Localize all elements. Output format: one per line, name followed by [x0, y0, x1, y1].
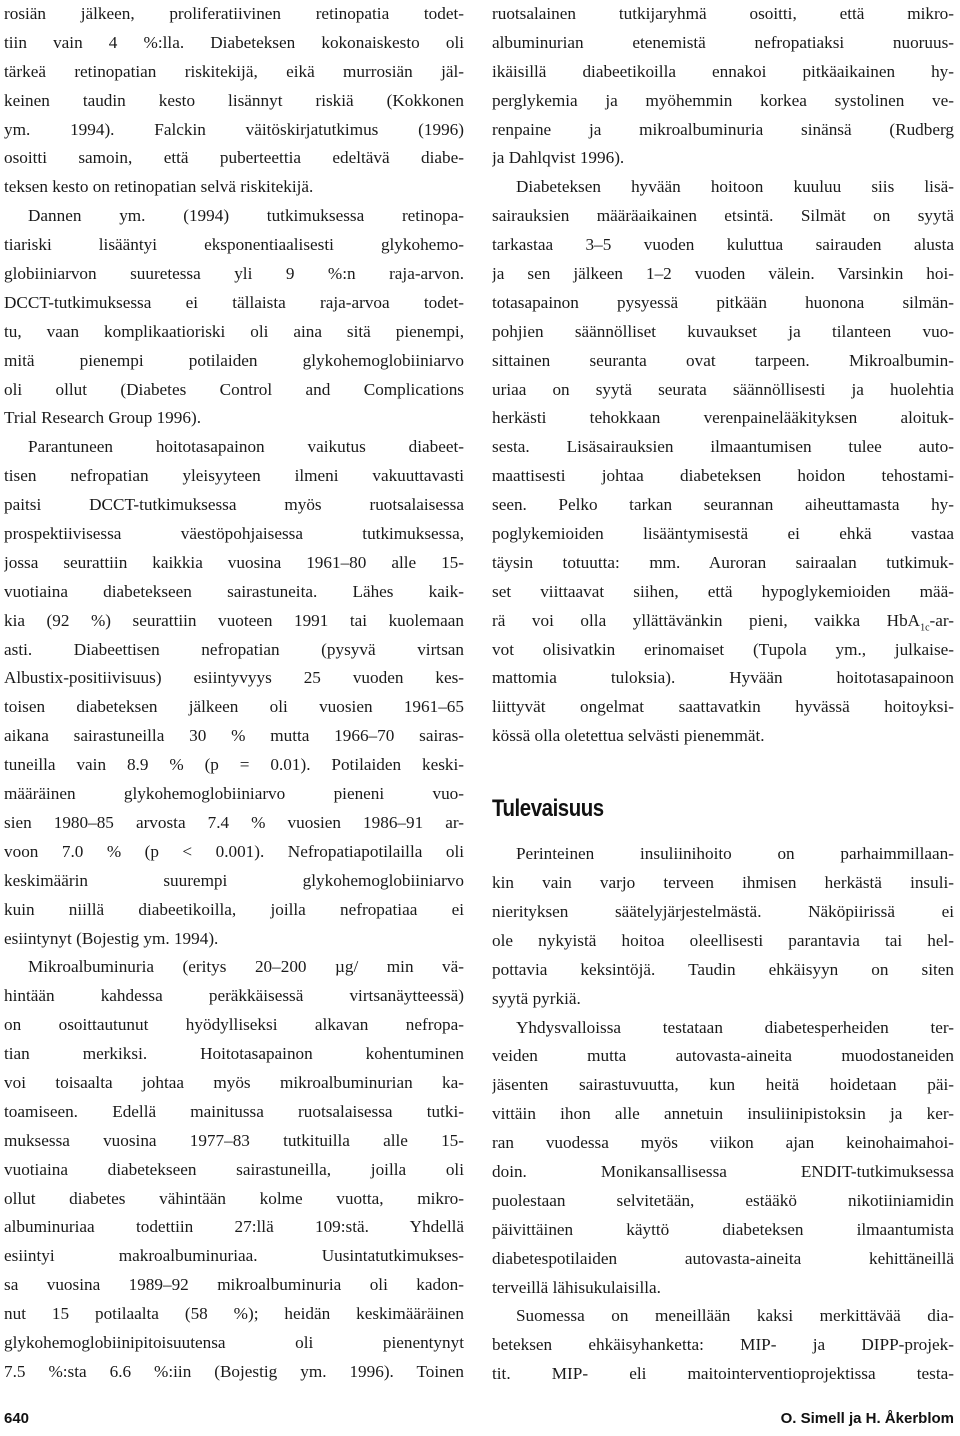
text-line: albuminuriaa todettiin 27:llä 109:stä. Yhdellä	[4, 1217, 464, 1237]
text-line: täysin totuutta: mm. Auroran sairaalan tutkimuk-	[492, 552, 954, 572]
hba1c-line-before: rä voi olla yllättävänkin pieni, vaikka HbA	[492, 610, 921, 630]
text-line: toamiseen. Edellä mainitussa ruotsalaisessa tutki-	[4, 1101, 464, 1121]
text-line: sittainen seuranta ovat tarpeen. Mikroalbumin-	[492, 350, 954, 370]
authors: O. Simell ja H. Åkerblom	[780, 1410, 954, 1427]
text-line: Trial Research Group 1996).	[4, 408, 201, 428]
text-line: tit. MIP- eli maitointerventioprojektissa testa-	[492, 1364, 954, 1384]
text-line: glykohemoglobiinipitoisuutensa oli pienentynyt	[4, 1332, 464, 1352]
right-column-part-b	[492, 636, 954, 752]
section-heading-tulevaisuus: Tulevaisuus	[492, 795, 604, 823]
right-column-part-a	[492, 0, 954, 607]
text-line: voi toisaalta johtaa myös mikroalbuminurian ka-	[4, 1072, 464, 1092]
hba1c-line	[492, 607, 954, 636]
text-line: nut 15 potilaalta (58 %); heidän keskimääräinen	[4, 1304, 464, 1324]
text-line: teksen kesto on retinopatian selvä riskitekijä.	[4, 177, 314, 197]
text-line: tu, vaan komplikaatioriski oli aina sitä pienempi,	[4, 321, 464, 341]
text-line: globiiniarvon suuretessa yli 9 %:n raja-arvon.	[4, 264, 464, 284]
text-line: vittäin ihon alle annetuin insuliinipistoksin ja ker-	[492, 1104, 954, 1124]
text-line: hintään kahdessa peräkkäisessä virtsanäytteessä)	[4, 986, 464, 1006]
hba1c-subscript: 1c	[920, 622, 930, 634]
text-line: osoitti samoin, että puberteettia edeltävä diabe-	[4, 148, 464, 168]
text-line: määräinen glykohemoglobiiniarvo pieneni vuo-	[4, 784, 464, 804]
text-line: kössä olla oletettua selvästi pienemmät.	[492, 726, 765, 746]
text-line: 7.5 %:sta 6.6 %:iin (Bojestig ym. 1996). Toinen	[4, 1361, 464, 1381]
text-line: ikäisillä diabeetikoilla ennakoi pitkäaikainen hy-	[492, 61, 954, 81]
page-footer	[4, 1410, 954, 1432]
text-line: doin. Monikansallisessa ENDIT-tutkimuksessa	[492, 1161, 954, 1181]
text-line: mitä pienempi potilaiden glykohemoglobiiniarvo	[4, 350, 464, 370]
text-line: mattomia tuloksia). Hyvään hoitotasapainoon	[492, 668, 954, 688]
text-line: jäsenten sairastuvuutta, kun heitä hoidetaan päi-	[492, 1075, 954, 1095]
text-line: Yhdysvalloissa testataan diabetesperheiden ter-	[516, 1017, 954, 1037]
text-line: kia (92 %) seurattiin vuoteen 1991 tai kuolemaan	[4, 610, 464, 630]
text-line: Parantuneen hoitotasapainon vaikutus diabeet-	[28, 437, 464, 457]
text-line: diabetespotilaiden autovasta-aineita kehittäneillä	[492, 1248, 954, 1268]
left-column	[4, 0, 464, 1387]
text-line: Dannen ym. (1994) tutkimuksessa retinopa-	[28, 206, 464, 226]
right-column	[492, 0, 954, 1389]
text-line: tiin vain 4 %:lla. Diabeteksen kokonaiskesto oli	[4, 32, 464, 52]
text-line: rosiän jälkeen, proliferatiivinen retinopatia todet-	[4, 4, 464, 23]
text-line: Diabeteksen hyvään hoitoon kuuluu siis lisä-	[516, 177, 954, 197]
hba1c-line-after: -ar-	[929, 610, 954, 630]
text-line: renpaine ja mikroalbuminuria sinänsä (Rudberg	[492, 119, 954, 139]
text-line: ruotsalainen tutkijaryhmä osoitti, että mikro-	[492, 4, 954, 23]
text-line: uriaa on syytä seurata säännöllisesti ja huolehtia	[492, 379, 954, 399]
text-line: keinen taudin kesto lisännyt riskiä (Kokkonen	[4, 90, 464, 110]
text-line: poglykemioiden lisääntymisestä ei ehkä vastaa	[492, 524, 954, 544]
text-line: veiden mutta autovasta-aineita muodostaneiden	[492, 1046, 954, 1066]
text-line: ym. 1994). Falckin väitöskirjatutkimus (1996)	[4, 119, 464, 139]
text-line: liittyvät ongelmat saattavatkin hyvässä hoitoyksi-	[492, 697, 954, 717]
text-line: perglykemia ja myöhemmin korkea systolinen ve-	[492, 90, 954, 110]
text-line: tuneilla vain 8.9 % (p = 0.01). Potilaiden keski-	[4, 755, 464, 775]
text-line: vuotiaina diabetekseen sairastuneilla, joilla oli	[4, 1159, 464, 1179]
text-line: tisen nefropatian yleisyyteen ilmeni vakuuttavasti	[4, 466, 464, 486]
text-line: puolestaan selvitetään, estääkö nikotiiniamidin	[492, 1190, 954, 1210]
text-line: kuin niillä diabeetikoilla, joilla nefropatiaa ei	[4, 899, 464, 919]
text-line: vuotiaina diabetekseen sairastuneita. Lähes kaik-	[4, 581, 464, 601]
text-line: ran vuodessa myös viikon ajan keinohaimahoi-	[492, 1133, 954, 1153]
text-line: albuminurian etenemistä nefropatiaksi nuoruus-	[492, 32, 954, 52]
text-line: esiintyi makroalbuminuriaa. Uusintatutkimukses-	[4, 1246, 464, 1266]
text-line: maattisesti johtaa diabeteksen hoidon tehostami-	[492, 466, 954, 486]
text-line: tiariski lisääntyi eksponentiaalisesti glykohemo-	[4, 235, 464, 255]
text-line: Mikroalbuminuria (eritys 20–200 µg/ min vä-	[28, 957, 464, 977]
text-line: tarkastaa 3–5 vuoden kuluttua sairauden alusta	[492, 235, 954, 255]
text-line: Albustix-positiivisuus) esiintyvyys 25 vuoden kes-	[4, 668, 464, 688]
text-line: jossa seurattiin kaikkia vuosina 1961–80 alle 15-	[4, 552, 464, 572]
text-line: seen. Pelko tarkan seurannan aiheuttamasta hy-	[492, 495, 954, 515]
text-line: oli ollut (Diabetes Control and Complications	[4, 379, 464, 399]
text-line: muksessa vuosina 1977–83 tutkituilla alle 15-	[4, 1130, 464, 1150]
text-line: kin vain varjo terveen ihmisen herkästä insuli-	[492, 873, 954, 893]
text-line: aikana sairastuneilla 30 % mutta 1966–70 sairas-	[4, 726, 464, 746]
text-line: totasapainon pysyessä pitkään huonona silmän-	[492, 292, 954, 312]
text-line: herkästi tehokkaan verenpainelääkityksen aloituk-	[492, 408, 954, 428]
text-line: pottavia keksintöjä. Taudin ehkäisyyn on siten	[492, 959, 954, 979]
text-line: on osoittautunut hyödylliseksi alkavan nefropa-	[4, 1015, 464, 1035]
text-line: esiintynyt (Bojestig ym. 1994).	[4, 928, 219, 948]
text-line: set viittaavat siihen, että hypoglykemioiden mää-	[492, 581, 954, 601]
text-line: DCCT-tutkimuksessa ei tällaista raja-arvoa todet-	[4, 292, 464, 312]
right-column-part-c	[492, 840, 954, 1389]
text-line: beteksen ehkäisyhanketta: MIP- ja DIPP-projek-	[492, 1335, 954, 1355]
text-line: ole nykyistä hoitoa oleellisesti parantavia tai hel-	[492, 930, 954, 950]
text-line: ollut diabetes vähintään kolme vuotta, mikro-	[4, 1188, 464, 1208]
text-line: ja sen jälkeen 1–2 vuoden välein. Varsinkin hoi-	[492, 264, 954, 284]
text-line: voon 7.0 % (p < 0.001). Nefropatiapotilailla oli	[4, 841, 464, 861]
text-line: päivittäinen käyttö diabeteksen ilmaantumista	[492, 1219, 954, 1239]
text-line: Perinteinen insuliinihoito on parhaimmillaan-	[516, 844, 954, 864]
text-line: syytä pyrkiä.	[492, 988, 581, 1008]
text-line: terveillä lähisukulaisilla.	[492, 1277, 661, 1297]
text-line: keskimäärin suurempi glykohemoglobiiniarvo	[4, 870, 464, 890]
text-line: paitsi DCCT-tutkimuksessa myös ruotsalaisessa	[4, 495, 464, 515]
text-line: toisen diabeteksen jälkeen oli vuosien 1961–65	[4, 697, 464, 717]
text-line: prospektiivisessa väestöpohjaisessa tutkimuksessa,	[4, 524, 464, 544]
text-line: ja Dahlqvist 1996).	[492, 148, 625, 168]
text-line: sa vuosina 1989–92 mikroalbuminuria oli kadon-	[4, 1275, 464, 1295]
text-line: sien 1980–85 arvosta 7.4 % vuosien 1986–91 ar-	[4, 812, 464, 832]
text-line: Suomessa on meneillään kaksi merkittävää dia-	[516, 1306, 954, 1326]
text-line: vot olisivatkin erinomaiset (Tupola ym., julkaise-	[492, 639, 954, 659]
page-number: 640	[4, 1410, 30, 1427]
text-line: tian merkiksi. Hoitotasapainon kohentuminen	[4, 1044, 464, 1064]
text-line: sairauksien määräaikainen etsintä. Silmät on syytä	[492, 206, 954, 226]
text-line: pohjien säännölliset kuvaukset ja tilanteen vuo-	[492, 321, 954, 341]
text-line: tärkeä retinopatian riskitekijä, eikä murrosiän jäl-	[4, 61, 464, 81]
text-line: nierityksen säätelyjärjestelmästä. Näköpiirissä ei	[492, 901, 954, 921]
text-line: sesta. Lisäsairauksien ilmaantumisen tulee auto-	[492, 437, 954, 457]
text-line: asti. Diabeettisen nefropatian (pysyvä virtsan	[4, 639, 464, 659]
